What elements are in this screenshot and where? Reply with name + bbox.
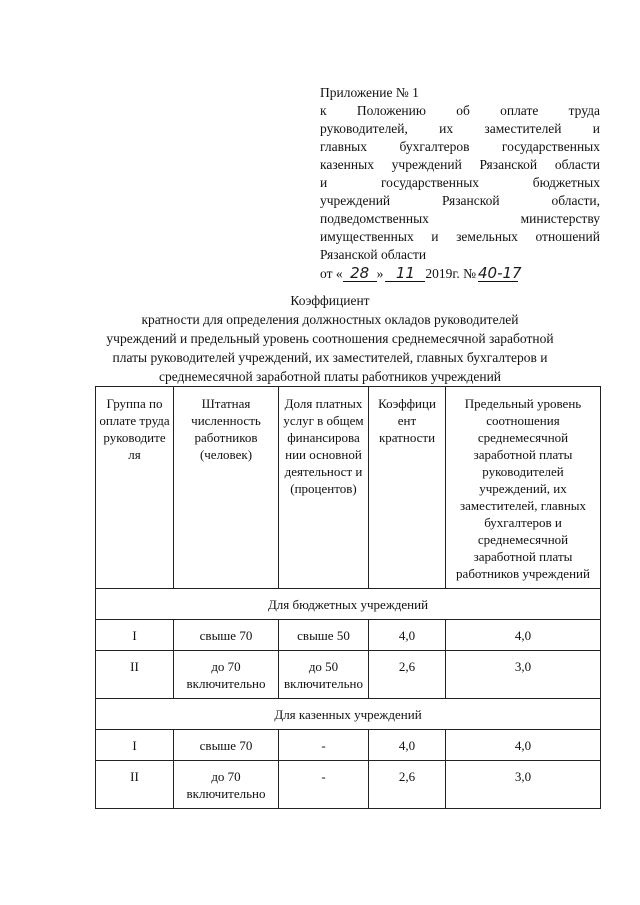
table-cell: - [279, 730, 369, 761]
table-cell: I [96, 620, 174, 651]
section-row [96, 699, 601, 730]
appendix-block [320, 84, 600, 283]
appendix-line: главных бухгалтеров государственных [320, 139, 600, 154]
header-staff: Штатная численность работников (человек) [174, 387, 279, 589]
table-cell: II [96, 651, 174, 699]
section-row [96, 589, 601, 620]
appendix-line: имущественных и земельных отношений [320, 229, 600, 244]
section-title: Для бюджетных учреждений [96, 589, 601, 620]
date-month-handwritten: 11 [385, 265, 425, 282]
appendix-line: руководителей, их заместителей и [320, 121, 600, 136]
table-cell: до 70 включительно [174, 651, 279, 699]
appendix-line: к Положению об оплате труда [320, 103, 600, 118]
appendix-title: Приложение № 1 [320, 85, 419, 100]
heading-line: кратности для определения должностных окладов руководителей [141, 312, 519, 327]
date-day-handwritten: 28 [343, 265, 377, 282]
table-row [96, 651, 601, 699]
table-cell: 4,0 [446, 620, 601, 651]
section-title: Для казенных учреждений [96, 699, 601, 730]
header-limit-ratio: Предельный уровень соотношения среднемесячной заработной платы руководителей учреждений, их заместителей, главных бухгалтеров и среднемесячной заработной платы работников учреждений [446, 387, 601, 589]
table-cell: 4,0 [369, 620, 446, 651]
header-paid-share: Доля платных услуг в общем финансирова нии основной деятельност и (процентов) [279, 387, 369, 589]
table-header-row [96, 387, 601, 589]
header-coefficient: Коэффици ент кратности [369, 387, 446, 589]
header-group: Группа по оплате труда руководите ля [96, 387, 174, 589]
heading-line: платы руководителей учреждений, их заместителей, главных бухгалтеров и [112, 350, 548, 365]
table-cell: до 70 включительно [174, 761, 279, 809]
appendix-line: Рязанской области [320, 247, 427, 262]
heading-line: среднемесячной заработной платы работников учреждений [158, 369, 502, 384]
table-cell: 3,0 [446, 761, 601, 809]
table-heading [70, 291, 590, 386]
table-row [96, 620, 601, 651]
table-cell: 3,0 [446, 651, 601, 699]
table-cell: I [96, 730, 174, 761]
table-cell: II [96, 761, 174, 809]
table-cell: 4,0 [446, 730, 601, 761]
table-cell: 2,6 [369, 761, 446, 809]
coefficient-table [95, 386, 601, 809]
heading-title: Коэффициент [290, 293, 370, 308]
table-row [96, 761, 601, 809]
appendix-line: подведомственных министерству [320, 211, 600, 226]
document-number-handwritten: 40-17 [478, 264, 522, 282]
table-cell: свыше 50 [279, 620, 369, 651]
appendix-line: учреждений Рязанской области, [320, 193, 600, 208]
date-prefix: от « [320, 266, 343, 281]
table-cell: 4,0 [369, 730, 446, 761]
date-sep: » [376, 266, 384, 281]
date-year: 2019г. № [425, 266, 477, 281]
table-cell: свыше 70 [174, 620, 279, 651]
appendix-line: казенных учреждений Рязанской области [320, 157, 600, 172]
table-cell: - [279, 761, 369, 809]
table-cell: свыше 70 [174, 730, 279, 761]
table-row [96, 730, 601, 761]
table-cell: до 50 включительно [279, 651, 369, 699]
table-cell: 2,6 [369, 651, 446, 699]
appendix-line: и государственных бюджетных [320, 175, 600, 190]
heading-line: учреждений и предельный уровень соотношения среднемесячной заработной [106, 331, 554, 346]
appendix-date [320, 265, 600, 283]
